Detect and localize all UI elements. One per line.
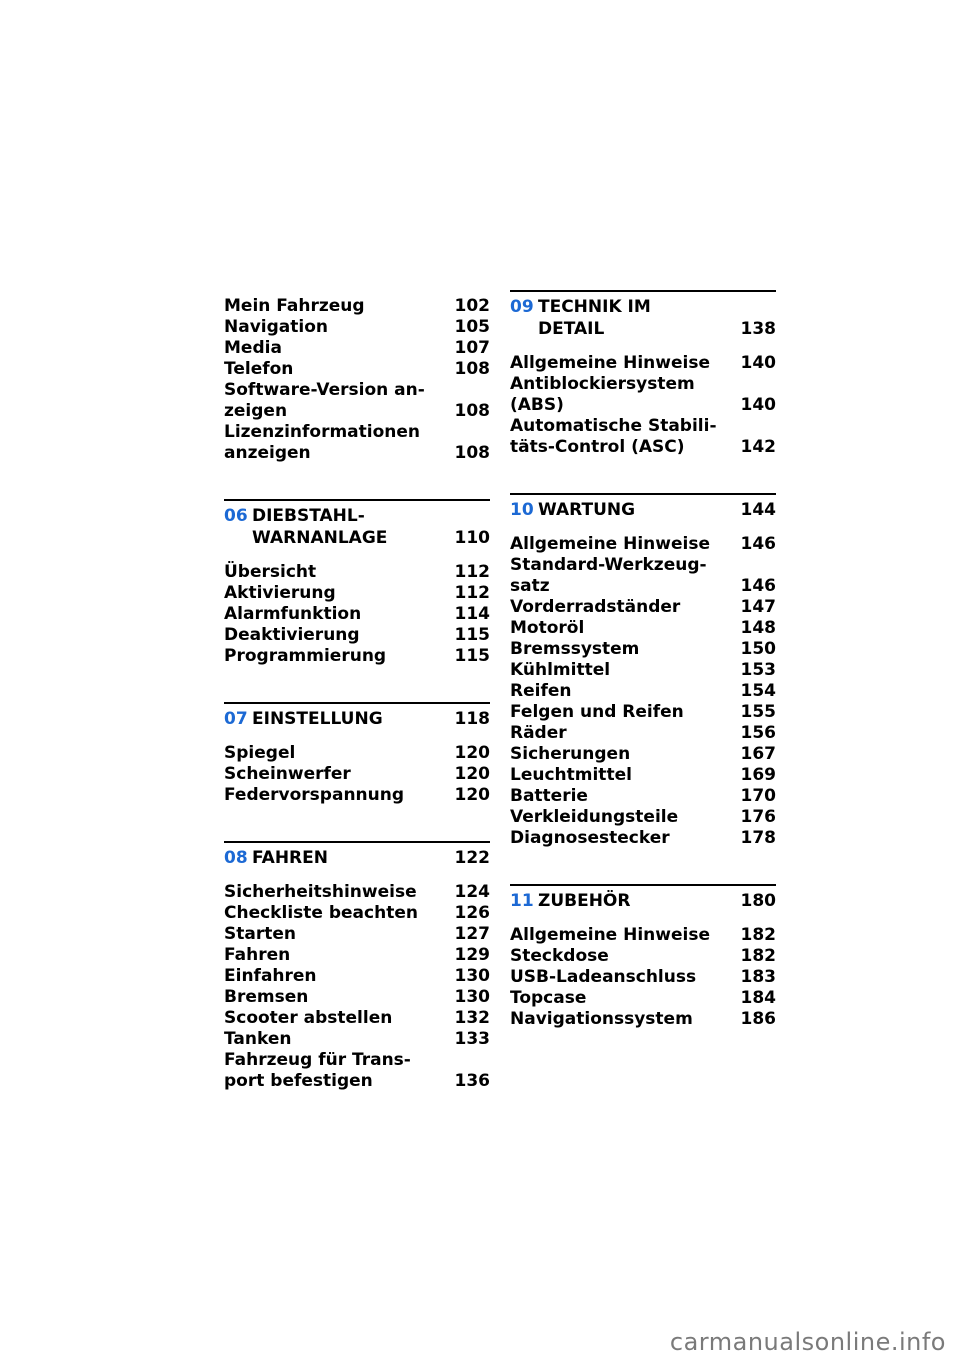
toc-entry[interactable] [224, 359, 490, 380]
toc-entry[interactable] [510, 988, 776, 1009]
toc-section [224, 841, 490, 1092]
toc-entry-page: 154 [740, 681, 776, 701]
toc-entry[interactable] [224, 743, 490, 764]
toc-entry-page: 184 [740, 988, 776, 1008]
toc-entry[interactable] [510, 967, 776, 988]
toc-entry[interactable] [224, 338, 490, 359]
toc-entry-title: Steckdose [510, 946, 609, 966]
toc-entry-title: Antiblockiersystem (ABS) [510, 374, 695, 415]
toc-entry-page: 142 [740, 437, 776, 457]
toc-right-column [510, 290, 776, 1030]
toc-entry-page: 112 [454, 562, 490, 582]
toc-entry-title: Aktivierung [224, 583, 336, 603]
toc-entry[interactable] [510, 555, 776, 597]
toc-entry-page: 124 [454, 882, 490, 902]
toc-entry-page: 105 [454, 317, 490, 337]
toc-entry-title: Batterie [510, 786, 588, 806]
toc-entry[interactable] [224, 604, 490, 625]
toc-entry-title: Einfahren [224, 966, 317, 986]
toc-entry-title: Kühlmittel [510, 660, 611, 680]
toc-entry-title: Navigation [224, 317, 328, 337]
toc-entry-title: Räder [510, 723, 567, 743]
toc-entry-page: 140 [740, 395, 776, 415]
toc-entry-title: Standard-Werkzeug- satz [510, 555, 707, 596]
toc-entry[interactable] [224, 882, 490, 903]
toc-entry[interactable] [224, 1008, 490, 1029]
toc-entry-title: Deaktivierung [224, 625, 360, 645]
toc-entry-title: Leuchtmittel [510, 765, 632, 785]
toc-entry[interactable] [510, 660, 776, 681]
section-page: 110 [454, 528, 490, 548]
section-number: 07 [224, 709, 248, 729]
toc-section [510, 493, 776, 849]
toc-entry[interactable] [224, 987, 490, 1008]
toc-entry[interactable] [510, 946, 776, 967]
toc-entry-page: 146 [740, 534, 776, 554]
toc-entry-page: 108 [454, 359, 490, 379]
toc-entry-title: Spiegel [224, 743, 296, 763]
section-title: EINSTELLUNG [252, 709, 383, 729]
toc-entry-title: Vorderradständer [510, 597, 681, 617]
toc-entry-title: Telefon [224, 359, 294, 379]
toc-section [510, 290, 776, 458]
toc-entry-page: 108 [454, 401, 490, 421]
toc-entry-page: 150 [740, 639, 776, 659]
toc-entry-title: Motoröl [510, 618, 585, 638]
toc-entry[interactable] [510, 1009, 776, 1030]
toc-section [224, 702, 490, 806]
toc-entry-title: Lizenzinformationen anzeigen [224, 422, 421, 463]
section-title: ZUBEHÖR [538, 891, 631, 911]
toc-entry[interactable] [510, 374, 776, 416]
toc-entry[interactable] [510, 639, 776, 660]
toc-entry-page: 107 [454, 338, 490, 358]
toc-entry-title: Allgemeine Hinweise [510, 534, 710, 554]
toc-entry-page: 155 [740, 702, 776, 722]
toc-entry[interactable] [224, 966, 490, 987]
toc-entry[interactable] [510, 786, 776, 807]
toc-entry[interactable] [510, 534, 776, 555]
toc-entry[interactable] [510, 807, 776, 828]
toc-left-column [224, 290, 490, 1092]
toc-entry-title: Alarmfunktion [224, 604, 362, 624]
watermark: carmanualsonline.info [669, 1328, 946, 1356]
toc-entry-page: 153 [740, 660, 776, 680]
section-number: 09 [510, 297, 534, 317]
toc-entry-title: Übersicht [224, 562, 317, 582]
section-page: 144 [740, 500, 776, 520]
section-heading[interactable] [224, 841, 490, 869]
toc-entry-title: Allgemeine Hinweise [510, 925, 710, 945]
toc-entry[interactable] [510, 828, 776, 849]
toc-entry[interactable] [510, 765, 776, 786]
toc-entry-page: 102 [454, 296, 490, 316]
toc-entry-title: Checkliste beachten [224, 903, 418, 923]
toc-entry[interactable] [224, 562, 490, 583]
toc-entry-page: 147 [740, 597, 776, 617]
toc-entry-page: 126 [454, 903, 490, 923]
section-title: WARTUNG [538, 500, 636, 520]
toc-entry[interactable] [510, 618, 776, 639]
toc-entry[interactable] [224, 764, 490, 785]
toc-entry[interactable] [224, 317, 490, 338]
section-page: 122 [454, 848, 490, 868]
toc-entry[interactable] [510, 416, 776, 458]
toc-entry-title: Programmierung [224, 646, 387, 666]
toc-entry[interactable] [510, 744, 776, 765]
toc-entry-title: Fahren [224, 945, 291, 965]
toc-entry[interactable] [224, 903, 490, 924]
toc-entry-page: 182 [740, 946, 776, 966]
toc-entry-title: Scheinwerfer [224, 764, 351, 784]
toc-entry-page: 129 [454, 945, 490, 965]
toc-entry-title: Topcase [510, 988, 587, 1008]
toc-entry-page: 186 [740, 1009, 776, 1029]
toc-entry[interactable] [224, 924, 490, 945]
section-title: TECHNIK IM DETAIL [538, 297, 651, 339]
toc-entry[interactable] [224, 625, 490, 646]
toc-entry-title: Sicherungen [510, 744, 631, 764]
section-number: 11 [510, 891, 534, 911]
toc-entry-title: Federvorspannung [224, 785, 405, 805]
toc-entry[interactable] [224, 1029, 490, 1050]
toc-entry[interactable] [224, 380, 490, 422]
toc-entry-page: 130 [454, 966, 490, 986]
toc-entry-title: Verkleidungsteile [510, 807, 679, 827]
toc-entry-page: 167 [740, 744, 776, 764]
toc-entry[interactable] [224, 646, 490, 667]
toc-entry[interactable] [224, 422, 490, 464]
section-page: 180 [740, 891, 776, 911]
toc-entry-page: 148 [740, 618, 776, 638]
toc-entry-title: Scooter abstellen [224, 1008, 393, 1028]
section-number: 08 [224, 848, 248, 868]
section-heading[interactable] [224, 702, 490, 730]
toc-entry-page: 133 [454, 1029, 490, 1049]
toc-entry-title: Starten [224, 924, 296, 944]
toc-entry-page: 156 [740, 723, 776, 743]
section-title: FAHREN [252, 848, 328, 868]
section-page: 138 [740, 319, 776, 339]
toc-entry[interactable] [224, 945, 490, 966]
toc-entry-title: Allgemeine Hinweise [510, 353, 710, 373]
toc-entry-page: 130 [454, 987, 490, 1007]
section-heading[interactable] [510, 493, 776, 521]
section-number: 06 [224, 506, 248, 526]
toc-entry-title: USB-Ladeanschluss [510, 967, 697, 987]
section-title: DIEBSTAHL- WARNANLAGE [252, 506, 388, 548]
toc-entry-title: Media [224, 338, 282, 358]
toc-entry[interactable] [510, 681, 776, 702]
toc-entry-page: 183 [740, 967, 776, 987]
toc-entry-page: 115 [454, 625, 490, 645]
toc-entry-title: Tanken [224, 1029, 292, 1049]
toc-entry-title: Reifen [510, 681, 572, 701]
toc-entry-page: 146 [740, 576, 776, 596]
toc-entry-title: Navigationssystem [510, 1009, 693, 1029]
toc-entry-page: 120 [454, 785, 490, 805]
section-page: 118 [454, 709, 490, 729]
toc-entry-title: Felgen und Reifen [510, 702, 684, 722]
toc-entry[interactable] [224, 785, 490, 806]
toc-entry[interactable] [510, 597, 776, 618]
toc-entry[interactable] [224, 1050, 490, 1092]
toc-entry-title: Automatische Stabili- täts-Control (ASC) [510, 416, 717, 457]
toc-entry-page: 115 [454, 646, 490, 666]
section-heading[interactable] [224, 499, 490, 549]
toc-entry-page: 169 [740, 765, 776, 785]
toc-entry-page: 170 [740, 786, 776, 806]
toc-entry-title: Diagnosestecker [510, 828, 670, 848]
toc-entry-page: 120 [454, 764, 490, 784]
toc-entry-page: 182 [740, 925, 776, 945]
toc-section [510, 884, 776, 1030]
toc-section-intro [224, 290, 490, 464]
toc-section [224, 499, 490, 667]
toc-entry-page: 108 [454, 443, 490, 463]
section-heading[interactable] [510, 884, 776, 912]
toc-entry-page: 132 [454, 1008, 490, 1028]
toc-entry-page: 114 [454, 604, 490, 624]
toc-entry-title: Bremsen [224, 987, 309, 1007]
toc-entry-title: Bremssystem [510, 639, 640, 659]
toc-entry-title: Sicherheitshinweise [224, 882, 417, 902]
toc-entry[interactable] [510, 353, 776, 374]
toc-entry-page: 176 [740, 807, 776, 827]
toc-entry-title: Software-Version an- zeigen [224, 380, 425, 421]
toc-entry[interactable] [510, 702, 776, 723]
toc-entry[interactable] [224, 583, 490, 604]
toc-entry[interactable] [510, 723, 776, 744]
toc-entry-page: 120 [454, 743, 490, 763]
toc-entry-page: 127 [454, 924, 490, 944]
toc-entry[interactable] [224, 296, 490, 317]
toc-entry[interactable] [510, 925, 776, 946]
section-heading[interactable] [510, 290, 776, 340]
toc-entry-title: Mein Fahrzeug [224, 296, 365, 316]
toc-entry-page: 112 [454, 583, 490, 603]
section-number: 10 [510, 500, 534, 520]
toc-entry-page: 136 [454, 1071, 490, 1091]
toc-entry-page: 178 [740, 828, 776, 848]
toc-entry-title: Fahrzeug für Trans- port befestigen [224, 1050, 411, 1091]
toc-entry-page: 140 [740, 353, 776, 373]
